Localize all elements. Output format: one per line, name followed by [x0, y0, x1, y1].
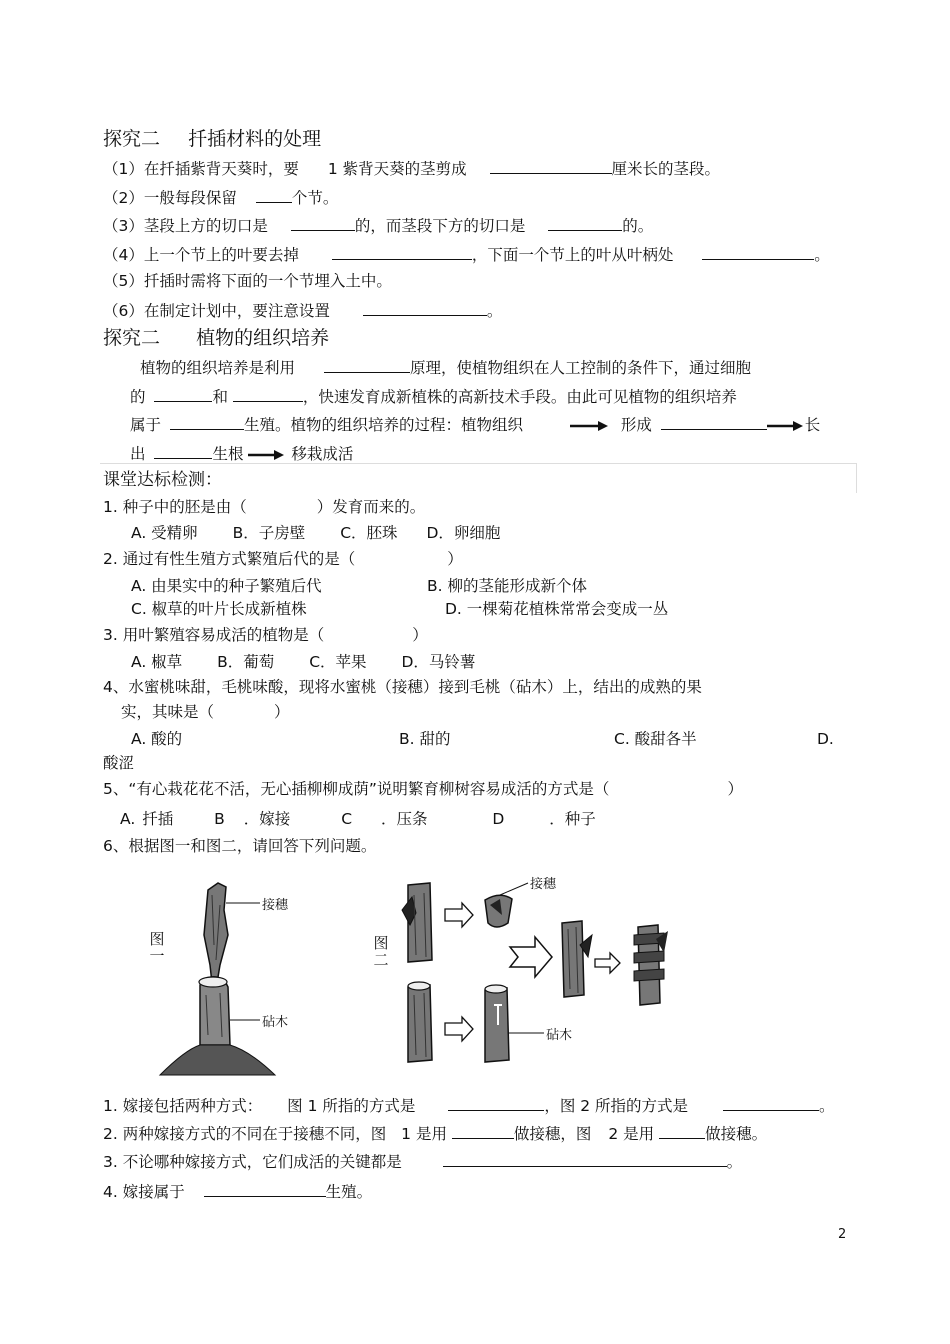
answer-blank[interactable]	[723, 1094, 819, 1111]
answer-line-3	[103, 1150, 742, 1172]
question-text: （3）茎段上方的切口是	[103, 217, 268, 235]
quiz-title: 课堂达标检测：	[103, 470, 222, 490]
paragraph-text: 属于	[130, 416, 162, 434]
option-d[interactable]: D．卵细胞	[426, 524, 501, 542]
page-number: 2	[838, 1227, 847, 1242]
answer-blank[interactable]	[659, 1122, 705, 1139]
answer-blank[interactable]	[204, 1180, 326, 1197]
answer-blank[interactable]	[324, 356, 410, 373]
arrow-right-icon	[570, 419, 610, 433]
answer-blank[interactable]	[443, 1150, 727, 1167]
quiz-options-2a	[131, 576, 322, 596]
paragraph-text: 形成	[620, 416, 652, 434]
question-text: ）	[412, 626, 428, 644]
question-text: 的，而茎段下方的切口是	[354, 217, 526, 235]
question-cutting-5: （5）扦插时需将下面的一个节埋入土中。	[103, 272, 392, 290]
option-b-text[interactable]: ．嫁接	[243, 810, 291, 828]
option-d[interactable]: D. 一棵菊花植株常常会变成一丛	[445, 600, 669, 618]
paragraph-text: 的	[130, 388, 146, 406]
option-c[interactable]: C．胚珠	[340, 524, 398, 542]
quiz-question-1	[103, 497, 425, 517]
question-text: ）	[274, 703, 290, 721]
question-text: ）	[447, 550, 463, 568]
question-cutting-4	[103, 243, 830, 265]
paragraph-text: 和	[212, 388, 228, 406]
question-text: （1）在扦插紫背天葵时，要	[103, 160, 299, 178]
quiz-options-2b	[427, 576, 587, 596]
answer-blank[interactable]	[233, 385, 303, 402]
paragraph-text: 植物的组织培养是利用	[140, 359, 296, 377]
answer-blank[interactable]	[448, 1094, 544, 1111]
question-text: 个节。	[291, 189, 339, 207]
paragraph-text: ，快速发育成新植株的高新技术手段。由此可见植物的组织培养	[302, 388, 737, 406]
scion-label-2: 接穗	[530, 877, 557, 892]
question-text: 3. 用叶繁殖容易成活的植物是（	[103, 626, 325, 644]
answer-blank[interactable]	[548, 214, 622, 231]
question-text: 实，其味是（	[121, 703, 215, 721]
option-a[interactable]: A. 酸的	[131, 730, 183, 748]
arrow-right-icon	[767, 419, 805, 433]
grafting-figure	[140, 865, 820, 1085]
question-text: 2. 两种嫁接方式的不同在于接穗不同，图	[103, 1125, 387, 1143]
paragraph-text: 生根	[212, 445, 244, 463]
stock-label: 砧木	[262, 1015, 289, 1030]
section-divider	[856, 463, 857, 493]
question-text: 做接穗，图	[513, 1125, 592, 1143]
question-text: ）发育而来的。	[316, 498, 426, 516]
option-c[interactable]: C．苹果	[309, 653, 367, 671]
paragraph-text: 原理，使植物组织在人工控制的条件下，通过细胞	[409, 359, 751, 377]
answer-blank[interactable]	[170, 413, 244, 430]
answer-blank[interactable]	[661, 413, 767, 430]
quiz-options-3	[131, 652, 475, 672]
option-c[interactable]: C. 酸甜各半	[614, 730, 697, 748]
answer-blank[interactable]	[154, 442, 212, 459]
option-a[interactable]: A. 受精卵	[131, 524, 198, 542]
section-divider	[100, 463, 857, 464]
question-text: 厘米长的茎段。	[611, 160, 721, 178]
quiz-question-4: 4、水蜜桃味甜，毛桃味酸，现将水蜜桃（接穗）接到毛桃（砧木）上，结出的成熟的果	[103, 678, 702, 696]
quiz-question-6: 6、根据图一和图二，请回答下列问题。	[103, 837, 377, 855]
option-d-text[interactable]: 酸涩	[103, 754, 135, 772]
question-text: 。	[818, 1097, 835, 1115]
question-cutting-6	[103, 299, 502, 321]
option-a[interactable]: A. 椒草	[131, 653, 183, 671]
quiz-question-2	[103, 549, 463, 569]
option-b[interactable]: B. 甜的	[399, 730, 451, 748]
stock-label-2: 砧木	[546, 1028, 573, 1043]
section-title-text: 扦插材料的处理	[188, 128, 322, 150]
answer-line-2	[103, 1122, 767, 1144]
tissue-paragraph-line-1	[140, 356, 751, 378]
question-text: 2 是用	[608, 1125, 655, 1143]
option-d[interactable]: D	[492, 810, 505, 828]
question-text: 的。	[622, 217, 654, 235]
option-d-text[interactable]: ．种子	[549, 810, 596, 828]
answer-blank[interactable]	[154, 385, 212, 402]
option-a-text[interactable]: 扦插	[142, 810, 174, 828]
quiz-question-3	[103, 625, 428, 645]
question-text: 。	[814, 246, 830, 264]
answer-blank[interactable]	[363, 299, 487, 316]
tissue-paragraph-line-3	[130, 413, 820, 435]
answer-blank[interactable]	[452, 1122, 514, 1139]
quiz-options-2c	[131, 599, 307, 619]
question-text: 1 紫背天葵的茎剪成	[327, 160, 467, 178]
figure-1-label: 图一	[149, 930, 165, 965]
question-text: 3. 不论哪种嫁接方式，它们成活的关键都是	[103, 1153, 402, 1171]
paragraph-text: 生殖。植物的组织培养的过程：植物组织	[243, 416, 523, 434]
question-text: 4. 嫁接属于	[103, 1183, 185, 1201]
answer-blank[interactable]	[291, 214, 355, 231]
question-cutting-3	[103, 214, 653, 236]
option-b[interactable]: B	[214, 810, 225, 828]
section-title-prefix: 探究二	[103, 128, 161, 150]
question-cutting-1	[103, 157, 720, 179]
question-text: 生殖。	[325, 1183, 373, 1201]
quiz-options-2d	[445, 599, 668, 619]
section-title-tissue-culture	[103, 326, 329, 350]
question-text: ，下面一个节上的叶从叶柄处	[471, 246, 674, 264]
quiz-options-5	[120, 809, 596, 829]
tissue-paragraph-line-4	[130, 442, 353, 464]
scion-wedge-shape	[204, 883, 228, 983]
section-title-text: 植物的组织培养	[196, 327, 330, 349]
answer-blank[interactable]	[256, 186, 292, 203]
answer-blank[interactable]	[490, 157, 612, 174]
grafting-illustration	[140, 865, 820, 1085]
question-text: ，图 2 所指的方式是	[544, 1097, 689, 1115]
option-d[interactable]: D．马铃薯	[401, 653, 476, 671]
tissue-paragraph-line-2	[130, 385, 737, 407]
answer-blank[interactable]	[702, 243, 814, 260]
question-text: （2）一般每段保留	[103, 189, 237, 207]
option-c[interactable]: C	[341, 810, 353, 828]
paragraph-text: 移栽成活	[291, 445, 354, 463]
paragraph-text: 出	[130, 445, 146, 463]
scion-label: 接穗	[262, 898, 289, 913]
question-text: （6）在制定计划中，要注意设置	[103, 302, 330, 320]
section-title-cutting	[103, 127, 321, 151]
quiz-question-5	[103, 779, 743, 799]
option-d[interactable]: D.	[817, 730, 834, 748]
option-c[interactable]: C. 椒草的叶片长成新植株	[131, 600, 307, 618]
option-b[interactable]: B．葡萄	[217, 653, 275, 671]
section-title-prefix: 探究二	[103, 327, 161, 349]
question-text: 2. 通过有性生殖方式繁殖后代的是（	[103, 550, 356, 568]
question-text: 5、“有心栽花花不活，无心插柳柳成荫”说明繁育柳树容易成活的方式是（	[103, 780, 610, 798]
figure-2-label: 图二	[373, 934, 389, 969]
question-text: 1. 嫁接包括两种方式：	[103, 1097, 263, 1115]
option-b[interactable]: B. 柳的茎能形成新个体	[427, 577, 587, 595]
question-text: 。	[726, 1153, 743, 1171]
answer-line-1	[103, 1094, 834, 1116]
answer-blank[interactable]	[332, 243, 472, 260]
quiz-question-4-cont	[121, 702, 290, 722]
question-text: 1. 种子中的胚是由（	[103, 498, 247, 516]
paragraph-text: 长	[804, 416, 821, 434]
quiz-options-1	[131, 523, 500, 543]
question-text: （4）上一个节上的叶要去掉	[103, 246, 299, 264]
question-text: ）	[727, 780, 743, 798]
option-c-text[interactable]: ．压条	[380, 810, 428, 828]
arrow-right-icon	[248, 448, 286, 462]
option-a[interactable]: A.	[120, 810, 136, 828]
question-text: 。	[486, 302, 503, 320]
option-a[interactable]: A. 由果实中的种子繁殖后代	[131, 577, 322, 595]
answer-line-4	[103, 1180, 372, 1202]
option-b[interactable]: B．子房壁	[232, 524, 306, 542]
question-text: 1 是用	[401, 1125, 447, 1143]
question-text: 做接穗。	[705, 1125, 768, 1143]
question-text: 图 1 所指的方式是	[287, 1097, 416, 1115]
question-cutting-2	[103, 186, 338, 208]
